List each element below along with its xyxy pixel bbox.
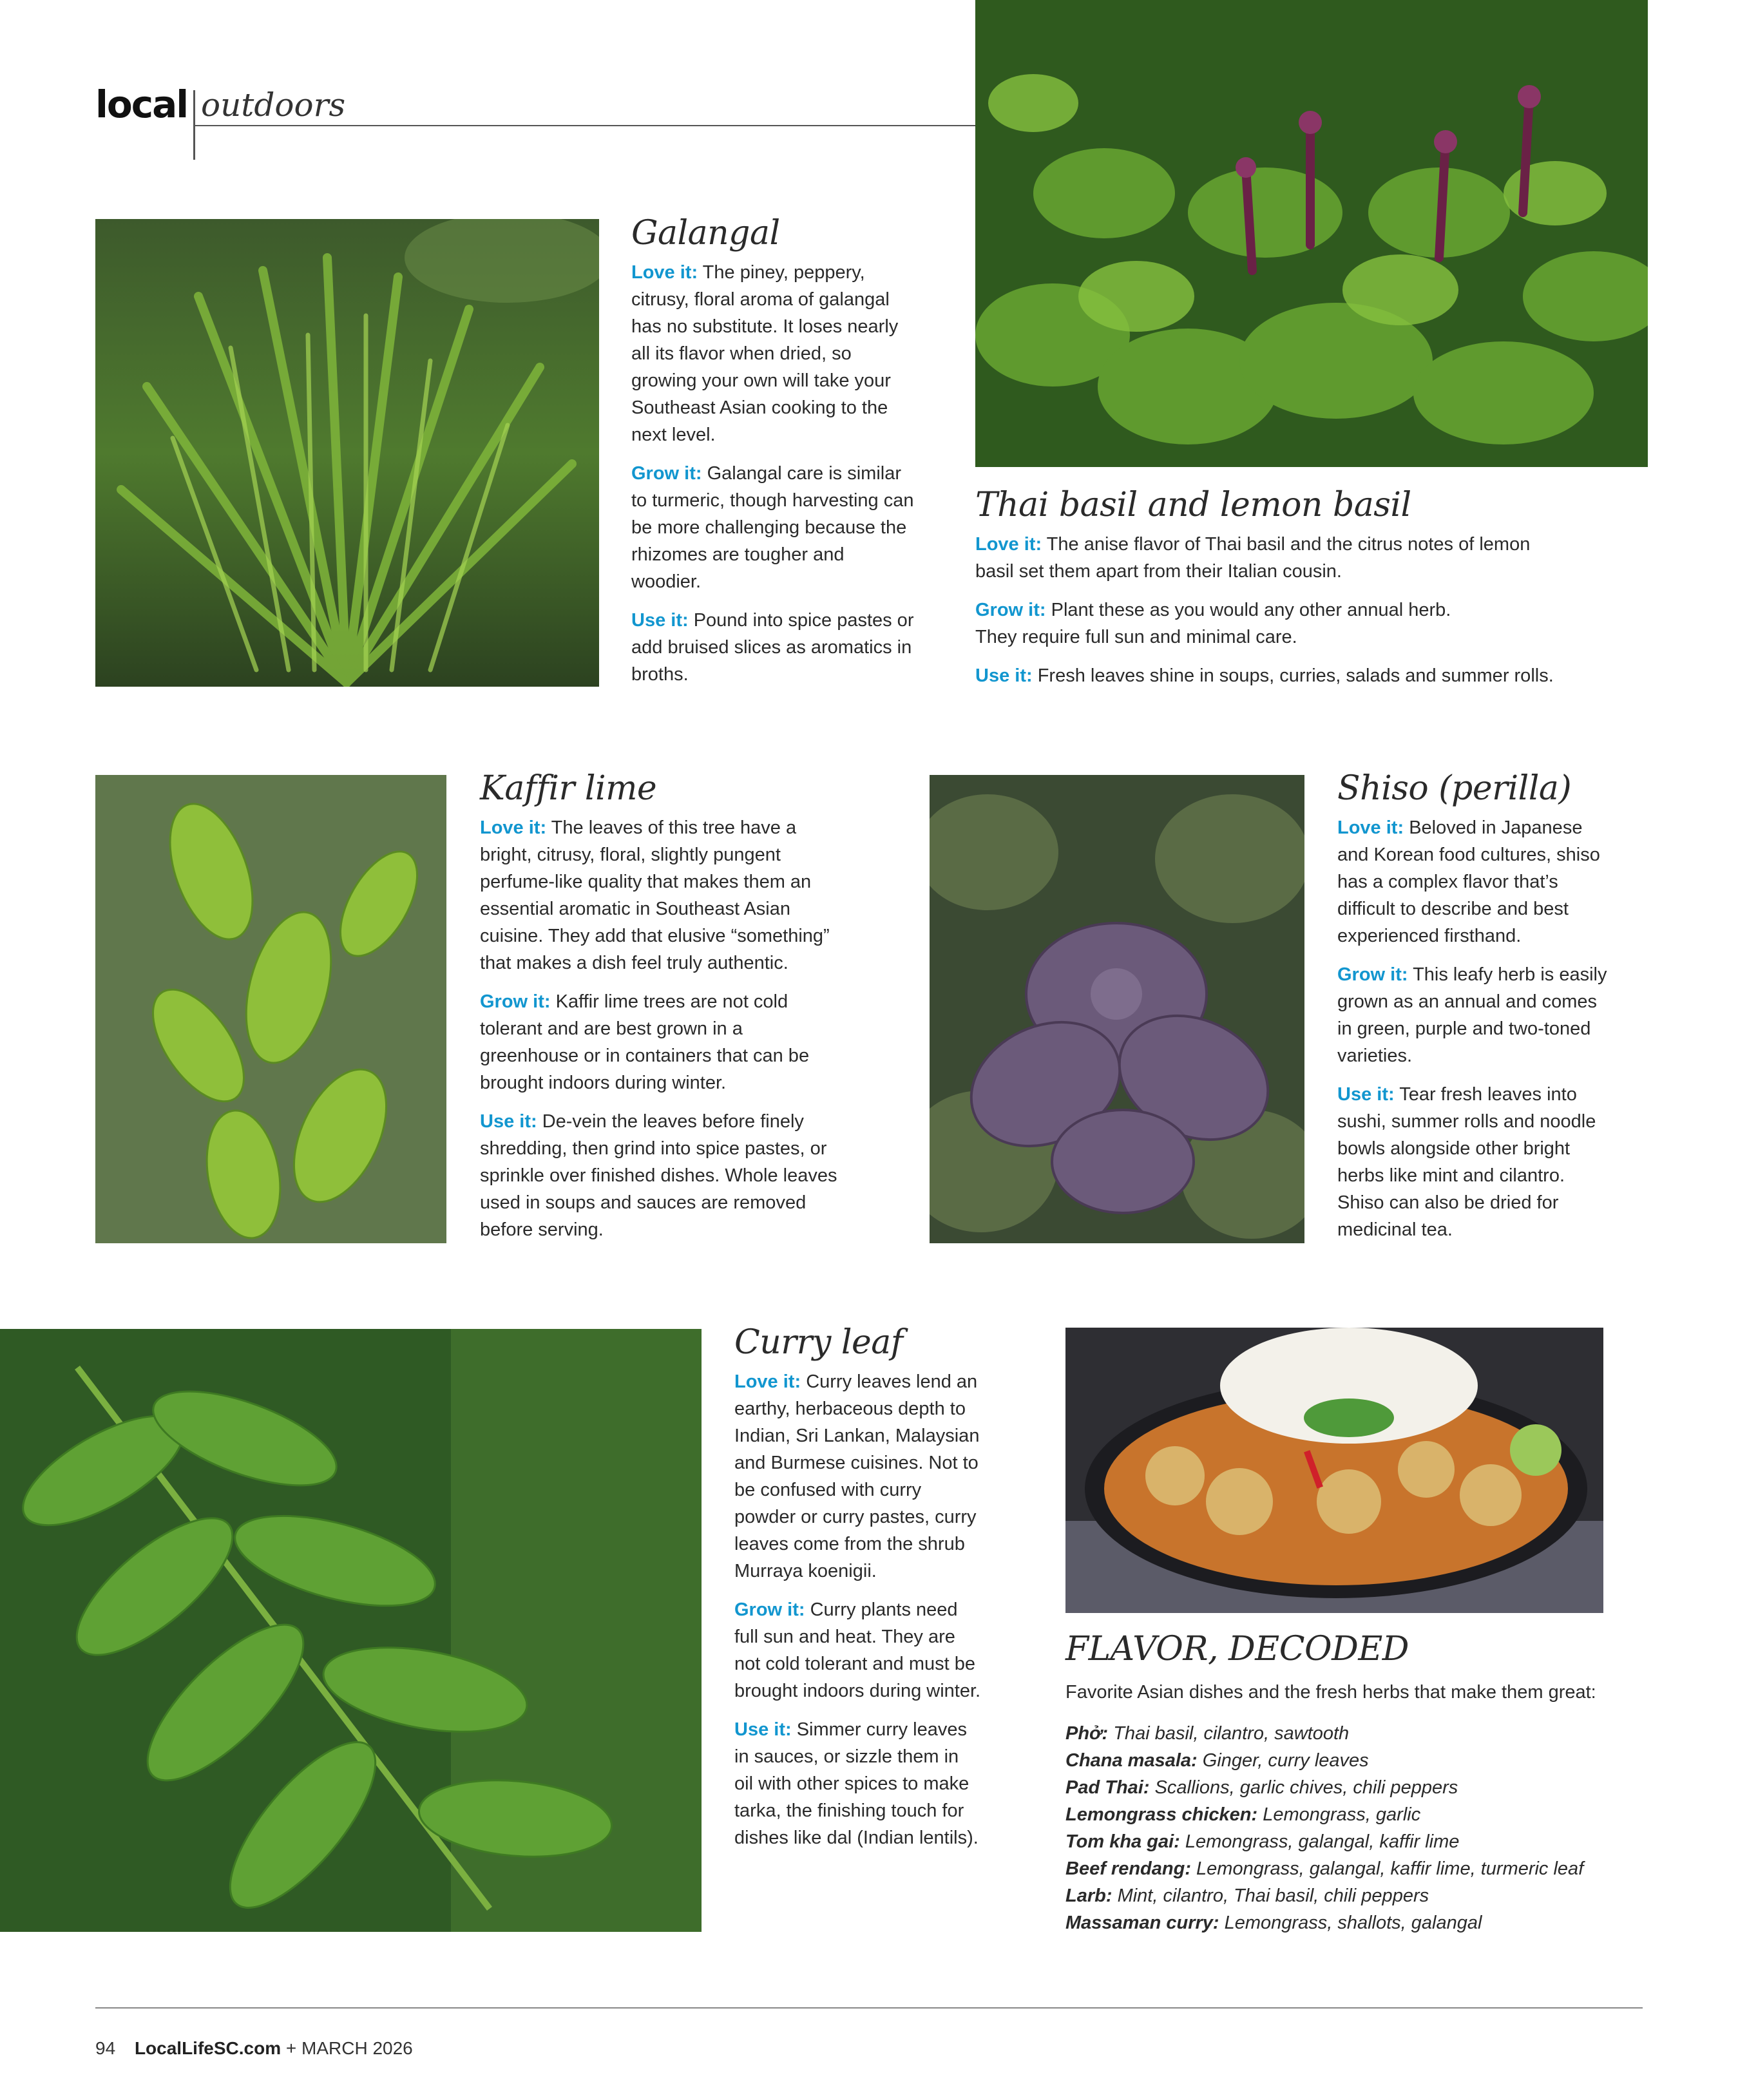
curry-leaf-photo <box>0 1329 702 1932</box>
use-label: Use it: <box>631 610 689 631</box>
kaffir-lime-photo <box>95 775 446 1243</box>
dish-item <box>1065 1909 1645 1936</box>
flavor-title: FLAVOR, DECODED <box>1065 1630 1409 1668</box>
dish-item <box>1065 1720 1645 1747</box>
use-label: Use it: <box>975 665 1033 686</box>
dish-name: Larb: <box>1065 1885 1113 1906</box>
kaffir-lime-use <box>480 1108 841 1243</box>
kaffir-lime-section <box>480 768 841 1255</box>
love-label: Love it: <box>480 817 547 838</box>
curry-leaf-use <box>734 1716 982 1851</box>
shiso-section <box>1337 768 1608 1255</box>
grow-label: Grow it: <box>631 463 702 484</box>
shiso-photo <box>930 775 1304 1243</box>
curry-leaf-love <box>734 1368 982 1585</box>
dish-name: Beef rendang: <box>1065 1858 1191 1879</box>
grow-text: Galangal care is similar to turmeric, though harvesting can be more challenging because the rhizomes are tougher and woodier. <box>631 463 914 592</box>
grow-text: Plant these as you would any other annual herb. They require full sun and minimal care. <box>975 600 1451 647</box>
kaffir-lime-title: Kaffir lime <box>480 769 657 808</box>
grow-label: Grow it: <box>975 600 1046 620</box>
use-text: Fresh leaves shine in soups, curries, salads and summer rolls. <box>1037 665 1554 686</box>
dish-herbs: Mint, cilantro, Thai basil, chili peppers <box>1117 1885 1429 1906</box>
love-label: Love it: <box>1337 817 1404 838</box>
use-text: Tear fresh leaves into sushi, summer rolls and noodle bowls alongside other bright herbs like mint and cilantro. Shiso can also be dried for medicinal tea. <box>1337 1084 1596 1240</box>
thai-basil-love <box>975 531 1568 585</box>
grow-label: Grow it: <box>734 1599 805 1620</box>
use-text: De-vein the leaves before finely shredding, then grind into spice pastes, or sprinkle over finished dishes. Whole leaves used in soups and sauces are removed before serving. <box>480 1111 837 1240</box>
dish-name: Chana masala: <box>1065 1750 1198 1771</box>
galangal-use <box>631 607 915 688</box>
flavor-decoded-section <box>1065 1628 1645 1936</box>
curry-leaf-grow <box>734 1596 982 1704</box>
love-text: The piney, peppery, citrusy, floral aroma of galangal has no substitute. It loses nearly all its flavor when dried, so growing your own will take your Southeast Asian cooking to the next level. <box>631 262 899 445</box>
dish-item <box>1065 1882 1645 1909</box>
thai-basil-section <box>975 484 1568 701</box>
section-name: outdoors <box>201 86 346 124</box>
galangal-section <box>631 213 915 700</box>
site-link[interactable]: LocalLifeSC.com <box>134 2038 282 2058</box>
love-label: Love it: <box>631 262 698 283</box>
header-rule <box>195 125 975 126</box>
galangal-title: Galangal <box>631 214 780 253</box>
love-label: Love it: <box>734 1371 801 1392</box>
brand-logo: local <box>95 82 188 126</box>
shiso-use <box>1337 1081 1608 1243</box>
galangal-grow <box>631 460 915 595</box>
flavor-intro: Favorite Asian dishes and the fresh herbs that make them great: <box>1065 1682 1596 1703</box>
shiso-grow <box>1337 961 1608 1069</box>
grow-text: Curry plants need full sun and heat. They are not cold tolerant and must be brought indoors during winter. <box>734 1599 981 1701</box>
use-text: Simmer curry leaves in sauces, or sizzle them in oil with other spices to make tarka, the finishing touch for dishes like dal (Indian lentils). <box>734 1719 979 1848</box>
grow-label: Grow it: <box>480 991 551 1012</box>
grow-text: This leafy herb is easily grown as an annual and comes in green, purple and two-toned varieties. <box>1337 964 1607 1066</box>
dish-name: Phở: <box>1065 1723 1109 1744</box>
dish-item <box>1065 1801 1645 1828</box>
dish-name: Pad Thai: <box>1065 1777 1150 1798</box>
curry-dish-photo <box>1065 1328 1603 1613</box>
galangal-photo <box>95 219 599 687</box>
thai-basil-title: Thai basil and lemon basil <box>975 486 1411 524</box>
dish-herbs: Scallions, garlic chives, chili peppers <box>1154 1777 1458 1798</box>
grow-text: Kaffir lime trees are not cold tolerant and are best grown in a greenhouse or in containers that can be brought indoors during winter. <box>480 991 810 1093</box>
love-label: Love it: <box>975 534 1042 555</box>
dish-name: Lemongrass chicken: <box>1065 1804 1258 1825</box>
dish-herbs: Lemongrass, garlic <box>1263 1804 1421 1825</box>
shiso-love <box>1337 814 1608 950</box>
galangal-love <box>631 259 915 448</box>
use-label: Use it: <box>734 1719 792 1740</box>
curry-leaf-section <box>734 1322 982 1863</box>
dish-herbs: Lemongrass, galangal, kaffir lime <box>1185 1831 1460 1852</box>
dish-herbs: Lemongrass, galangal, kaffir lime, turmeric leaf <box>1196 1858 1584 1879</box>
thai-basil-grow <box>975 597 1491 651</box>
page-number: 94 <box>95 2038 116 2058</box>
issue-date: + MARCH 2026 <box>285 2038 413 2058</box>
dish-item <box>1065 1855 1645 1882</box>
use-label: Use it: <box>1337 1084 1395 1105</box>
dish-name: Massaman curry: <box>1065 1913 1219 1933</box>
curry-leaf-title: Curry leaf <box>734 1323 903 1362</box>
footer <box>95 2038 413 2059</box>
love-text: The anise flavor of Thai basil and the citrus notes of lemon basil set them apart from their Italian cousin. <box>975 534 1531 582</box>
shiso-title: Shiso (perilla) <box>1337 769 1572 808</box>
kaffir-lime-grow <box>480 988 841 1096</box>
love-text: The leaves of this tree have a bright, citrusy, floral, slightly pungent perfume-like quality that makes them an essential aromatic in Southeast Asian cuisine. They add that elusive “something” that makes a dish feel truly authentic. <box>480 817 830 973</box>
use-label: Use it: <box>480 1111 537 1132</box>
dish-herbs: Lemongrass, shallots, galangal <box>1224 1913 1482 1933</box>
dish-herbs: Ginger, curry leaves <box>1202 1750 1369 1771</box>
thai-basil-photo <box>975 0 1648 467</box>
footer-rule <box>95 2007 1643 2009</box>
dish-name: Tom kha gai: <box>1065 1831 1180 1852</box>
dish-item <box>1065 1747 1645 1774</box>
love-text: Beloved in Japanese and Korean food cultures, shiso has a complex flavor that’s difficult to describe and best experienced firsthand. <box>1337 817 1600 946</box>
dish-item <box>1065 1774 1645 1801</box>
love-text: Curry leaves lend an earthy, herbaceous depth to Indian, Sri Lankan, Malaysian and Burmese cuisines. Not to be confused with curry powder or curry pastes, curry leaves come from the shrub Murraya koenigii. <box>734 1371 980 1581</box>
dish-item <box>1065 1828 1645 1855</box>
dish-herbs: Thai basil, cilantro, sawtooth <box>1113 1723 1350 1744</box>
grow-label: Grow it: <box>1337 964 1408 985</box>
thai-basil-use <box>975 662 1568 689</box>
use-text: Pound into spice pastes or add bruised slices as aromatics in broths. <box>631 610 914 685</box>
kaffir-lime-love <box>480 814 841 977</box>
